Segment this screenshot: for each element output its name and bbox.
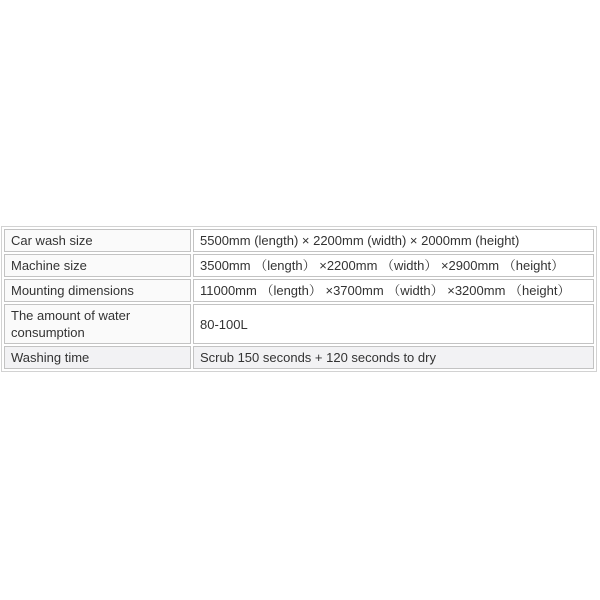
spec-value-water-consumption: 80-100L — [193, 304, 594, 344]
spec-table-container — [1, 226, 597, 372]
spec-value-car-wash-size: 5500mm (length) × 2200mm (width) × 2000mm (height) — [193, 229, 594, 252]
spec-value-mounting-dimensions: 11000mm （length） ×3700mm （width） ×3200mm （height） — [193, 279, 594, 302]
table-row — [4, 229, 594, 252]
spec-value-washing-time: Scrub 150 seconds + 120 seconds to dry — [193, 346, 594, 369]
spec-table — [1, 226, 597, 372]
spec-label-machine-size: Machine size — [4, 254, 191, 277]
spec-label-car-wash-size: Car wash size — [4, 229, 191, 252]
spec-value-machine-size: 3500mm （length） ×2200mm （width） ×2900mm （height） — [193, 254, 594, 277]
spec-label-mounting-dimensions: Mounting dimensions — [4, 279, 191, 302]
spec-label-washing-time: Washing time — [4, 346, 191, 369]
spec-label-water-consumption: The amount of water consumption — [4, 304, 191, 344]
spec-table-body — [4, 229, 594, 369]
table-row — [4, 346, 594, 369]
table-row — [4, 254, 594, 277]
table-row — [4, 279, 594, 302]
table-row — [4, 304, 594, 344]
